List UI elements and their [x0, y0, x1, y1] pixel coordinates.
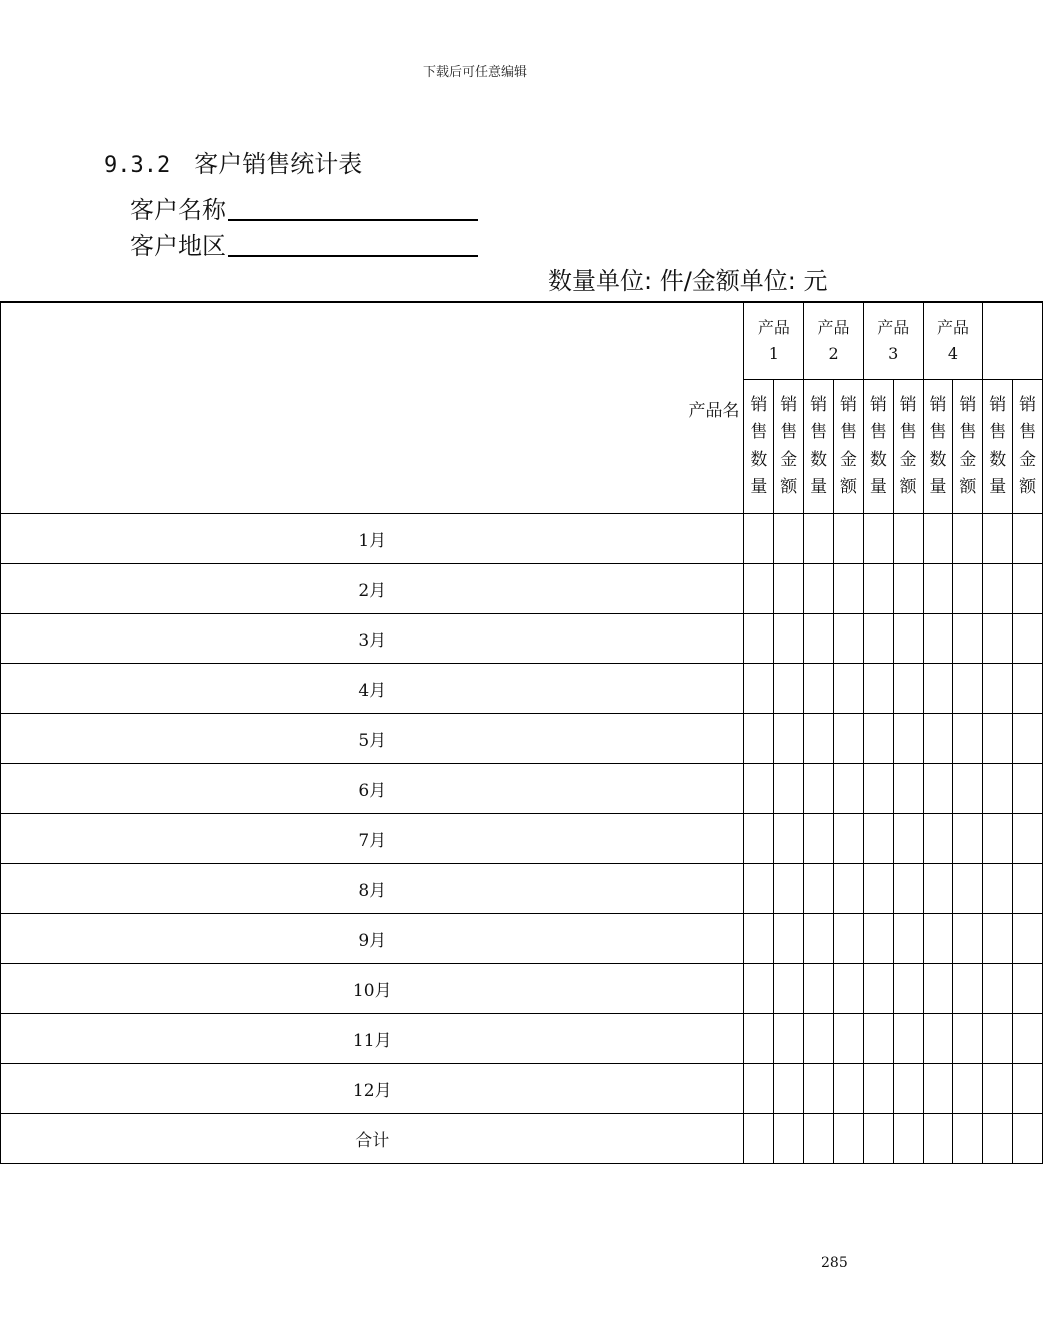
- quantity-cell[interactable]: [863, 1014, 893, 1064]
- quantity-cell[interactable]: [804, 814, 834, 864]
- page-number: 285: [821, 1255, 848, 1271]
- header-char: 量: [750, 477, 768, 498]
- row-label: [1, 964, 744, 1014]
- quantity-cell[interactable]: [744, 1014, 774, 1064]
- header-char: 销: [1019, 394, 1037, 415]
- amount-cell[interactable]: [774, 1114, 804, 1164]
- quantity-cell[interactable]: [983, 1114, 1013, 1164]
- quantity-cell[interactable]: [983, 1014, 1013, 1064]
- amount-cell[interactable]: [893, 764, 923, 814]
- quantity-cell[interactable]: [983, 814, 1013, 864]
- amount-cell[interactable]: [774, 514, 804, 564]
- product-number: 2: [828, 344, 839, 364]
- amount-cell[interactable]: [953, 864, 983, 914]
- amount-cell[interactable]: [774, 764, 804, 814]
- header-char: 销: [869, 394, 887, 415]
- table-row: [1, 714, 1043, 764]
- header-char: 售: [780, 422, 798, 443]
- row-label: [1, 714, 744, 764]
- row-label: [1, 1014, 744, 1064]
- product-header-row: [1, 302, 1043, 380]
- table-row: [1, 1114, 1043, 1164]
- row-label-text: 月: [369, 781, 387, 801]
- amount-cell[interactable]: [834, 614, 864, 664]
- table-row: [1, 864, 1043, 914]
- quantity-cell[interactable]: [744, 914, 774, 964]
- table-row: [1, 814, 1043, 864]
- amount-cell[interactable]: [893, 914, 923, 964]
- amount-cell[interactable]: [953, 1064, 983, 1114]
- product-group-header: [804, 302, 864, 380]
- row-label: [1, 814, 744, 864]
- amount-cell[interactable]: [953, 714, 983, 764]
- sales-quantity-header: [863, 380, 893, 514]
- amount-cell[interactable]: [893, 964, 923, 1014]
- header-char: 量: [989, 477, 1007, 498]
- amount-cell[interactable]: [893, 814, 923, 864]
- header-char: 售: [1019, 422, 1037, 443]
- sales-quantity-header: [923, 380, 953, 514]
- quantity-cell[interactable]: [983, 514, 1013, 564]
- month-number: 8: [358, 881, 370, 901]
- month-number: 2: [358, 581, 370, 601]
- header-char: 金: [1019, 449, 1037, 470]
- amount-cell[interactable]: [893, 664, 923, 714]
- quantity-cell[interactable]: [804, 964, 834, 1014]
- amount-cell[interactable]: [834, 914, 864, 964]
- sales-table-container: [0, 301, 1037, 1165]
- quantity-cell[interactable]: [863, 1064, 893, 1114]
- quantity-cell[interactable]: [983, 964, 1013, 1014]
- row-label-text: 月: [369, 681, 387, 701]
- customer-region-label: 客户地区: [130, 232, 226, 260]
- amount-cell[interactable]: [774, 714, 804, 764]
- sales-amount-header: [1013, 380, 1043, 514]
- amount-cell[interactable]: [953, 1114, 983, 1164]
- amount-cell[interactable]: [834, 964, 864, 1014]
- amount-cell[interactable]: [774, 814, 804, 864]
- amount-cell[interactable]: [1013, 964, 1043, 1014]
- quantity-cell[interactable]: [863, 914, 893, 964]
- quantity-cell[interactable]: [923, 764, 953, 814]
- product-group-header: [863, 302, 923, 380]
- amount-cell[interactable]: [953, 914, 983, 964]
- quantity-cell[interactable]: [923, 814, 953, 864]
- month-number: 6: [358, 781, 370, 801]
- amount-cell[interactable]: [893, 864, 923, 914]
- quantity-cell[interactable]: [744, 964, 774, 1014]
- header-char: 量: [810, 477, 828, 498]
- amount-cell[interactable]: [1013, 814, 1043, 864]
- quantity-cell[interactable]: [983, 864, 1013, 914]
- header-char: 售: [959, 422, 977, 443]
- quantity-cell[interactable]: [863, 964, 893, 1014]
- amount-cell[interactable]: [774, 914, 804, 964]
- month-number: 4: [358, 681, 370, 701]
- product-name: 产品: [757, 318, 790, 338]
- amount-cell[interactable]: [893, 1114, 923, 1164]
- quantity-cell[interactable]: [983, 614, 1013, 664]
- quantity-cell[interactable]: [744, 514, 774, 564]
- month-number: 12: [352, 1081, 375, 1101]
- quantity-cell[interactable]: [804, 664, 834, 714]
- header-char: 销: [810, 394, 828, 415]
- row-label-text: 月: [369, 831, 387, 851]
- quantity-cell[interactable]: [863, 1114, 893, 1164]
- quantity-cell[interactable]: [804, 714, 834, 764]
- header-char: 金: [839, 449, 857, 470]
- unit-note: 数量单位: 件/金额单位: 元: [548, 267, 828, 295]
- month-number: 5: [358, 731, 370, 751]
- quantity-cell[interactable]: [863, 814, 893, 864]
- amount-cell[interactable]: [834, 764, 864, 814]
- amount-cell[interactable]: [834, 714, 864, 764]
- amount-cell[interactable]: [1013, 864, 1043, 914]
- quantity-cell[interactable]: [923, 1064, 953, 1114]
- quantity-cell[interactable]: [804, 514, 834, 564]
- header-char: 数: [929, 449, 947, 470]
- product-group-header: [744, 302, 804, 380]
- amount-cell[interactable]: [893, 514, 923, 564]
- quantity-cell[interactable]: [744, 664, 774, 714]
- header-char: 额: [780, 477, 798, 498]
- quantity-cell[interactable]: [804, 564, 834, 614]
- quantity-cell[interactable]: [804, 914, 834, 964]
- quantity-cell[interactable]: [863, 614, 893, 664]
- table-row: [1, 664, 1043, 714]
- quantity-cell[interactable]: [863, 514, 893, 564]
- amount-cell[interactable]: [1013, 764, 1043, 814]
- quantity-cell[interactable]: [923, 564, 953, 614]
- quantity-cell[interactable]: [983, 764, 1013, 814]
- section-title: 客户销售统计表: [194, 150, 363, 178]
- row-label-text: 月: [369, 931, 387, 951]
- customer-name-field: [130, 190, 478, 225]
- quantity-cell[interactable]: [744, 764, 774, 814]
- amount-cell[interactable]: [774, 664, 804, 714]
- quantity-cell[interactable]: [923, 714, 953, 764]
- product-name: 产品: [936, 318, 969, 338]
- quantity-cell[interactable]: [744, 814, 774, 864]
- month-number: 3: [358, 631, 370, 651]
- header-char: 数: [810, 449, 828, 470]
- header-char: 售: [839, 422, 857, 443]
- amount-cell[interactable]: [893, 1064, 923, 1114]
- month-number: 10: [352, 981, 375, 1001]
- header-char: 售: [929, 422, 947, 443]
- product-name: 产品: [817, 318, 850, 338]
- product-name-corner-label: 产品名: [1, 302, 744, 514]
- row-label-text: 月: [374, 1031, 392, 1051]
- row-label: [1, 1114, 744, 1164]
- row-label: [1, 564, 744, 614]
- sales-amount-header: [834, 380, 864, 514]
- amount-cell[interactable]: [953, 764, 983, 814]
- header-char: 金: [959, 449, 977, 470]
- quantity-cell[interactable]: [863, 864, 893, 914]
- sales-amount-header: [893, 380, 923, 514]
- quantity-cell[interactable]: [923, 1014, 953, 1064]
- amount-cell[interactable]: [893, 614, 923, 664]
- amount-cell[interactable]: [1013, 1014, 1043, 1064]
- row-label: [1, 764, 744, 814]
- row-label: [1, 664, 744, 714]
- quantity-cell[interactable]: [863, 764, 893, 814]
- amount-cell[interactable]: [774, 614, 804, 664]
- table-row: [1, 564, 1043, 614]
- watermark-text: 下载后可任意编辑: [422, 65, 527, 80]
- amount-cell[interactable]: [834, 814, 864, 864]
- amount-cell[interactable]: [834, 1114, 864, 1164]
- quantity-cell[interactable]: [804, 1064, 834, 1114]
- amount-cell[interactable]: [953, 564, 983, 614]
- amount-cell[interactable]: [953, 1014, 983, 1064]
- quantity-cell[interactable]: [804, 1114, 834, 1164]
- table-row: [1, 964, 1043, 1014]
- amount-cell[interactable]: [774, 1014, 804, 1064]
- amount-cell[interactable]: [1013, 564, 1043, 614]
- quantity-cell[interactable]: [744, 714, 774, 764]
- table-row: [1, 1014, 1043, 1064]
- amount-cell[interactable]: [953, 514, 983, 564]
- row-label: [1, 864, 744, 914]
- header-char: 销: [959, 394, 977, 415]
- header-char: 售: [810, 422, 828, 443]
- amount-cell[interactable]: [1013, 1114, 1043, 1164]
- product-number: 3: [888, 344, 899, 364]
- sales-quantity-header: [983, 380, 1013, 514]
- amount-cell[interactable]: [774, 1064, 804, 1114]
- row-label-text: 月: [374, 1081, 392, 1101]
- amount-cell[interactable]: [953, 814, 983, 864]
- amount-cell[interactable]: [834, 514, 864, 564]
- amount-cell[interactable]: [953, 614, 983, 664]
- header-char: 数: [869, 449, 887, 470]
- quantity-cell[interactable]: [923, 914, 953, 964]
- header-char: 金: [899, 449, 917, 470]
- row-label-text: 月: [369, 631, 387, 651]
- month-number: 11: [352, 1031, 375, 1051]
- sales-amount-header: [774, 380, 804, 514]
- quantity-cell[interactable]: [923, 614, 953, 664]
- header-char: 销: [780, 394, 798, 415]
- quantity-cell[interactable]: [863, 564, 893, 614]
- header-char: 销: [929, 394, 947, 415]
- quantity-cell[interactable]: [804, 614, 834, 664]
- quantity-cell[interactable]: [923, 1114, 953, 1164]
- amount-cell[interactable]: [834, 564, 864, 614]
- amount-cell[interactable]: [1013, 614, 1043, 664]
- quantity-cell[interactable]: [923, 664, 953, 714]
- quantity-cell[interactable]: [983, 1064, 1013, 1114]
- quantity-cell[interactable]: [983, 564, 1013, 614]
- header-char: 金: [780, 449, 798, 470]
- sales-quantity-header: [744, 380, 774, 514]
- quantity-cell[interactable]: [923, 964, 953, 1014]
- quantity-cell[interactable]: [744, 564, 774, 614]
- product-group-header: [923, 302, 983, 380]
- header-char: 数: [750, 449, 768, 470]
- row-label-text: 月: [369, 531, 387, 551]
- header-char: 销: [750, 394, 768, 415]
- amount-cell[interactable]: [893, 564, 923, 614]
- table-row: [1, 614, 1043, 664]
- quantity-cell[interactable]: [804, 764, 834, 814]
- amount-cell[interactable]: [953, 964, 983, 1014]
- sales-amount-header: [953, 380, 983, 514]
- sales-statistics-table: [0, 301, 1043, 1164]
- header-char: 售: [899, 422, 917, 443]
- table-row: [1, 514, 1043, 564]
- amount-cell[interactable]: [834, 1064, 864, 1114]
- customer-name-label: 客户名称: [130, 196, 226, 224]
- quantity-cell[interactable]: [804, 864, 834, 914]
- header-char: 售: [750, 422, 768, 443]
- amount-cell[interactable]: [834, 664, 864, 714]
- header-char: 量: [929, 477, 947, 498]
- product-name: 产品: [877, 318, 910, 338]
- header-char: 额: [1019, 477, 1037, 498]
- table-row: [1, 1064, 1043, 1114]
- quantity-cell[interactable]: [744, 1064, 774, 1114]
- table-row: [1, 764, 1043, 814]
- quantity-cell[interactable]: [983, 914, 1013, 964]
- header-char: 额: [839, 477, 857, 498]
- quantity-cell[interactable]: [863, 714, 893, 764]
- month-number: 9: [358, 931, 370, 951]
- amount-cell[interactable]: [1013, 714, 1043, 764]
- table-row: [1, 914, 1043, 964]
- quantity-cell[interactable]: [923, 514, 953, 564]
- quantity-cell[interactable]: [983, 664, 1013, 714]
- quantity-cell[interactable]: [863, 664, 893, 714]
- header-char: 额: [959, 477, 977, 498]
- header-char: 售: [869, 422, 887, 443]
- month-number: 7: [358, 831, 370, 851]
- header-char: 销: [989, 394, 1007, 415]
- header-char: 量: [869, 477, 887, 498]
- header-char: 销: [899, 394, 917, 415]
- quantity-cell[interactable]: [744, 1114, 774, 1164]
- row-label-text: 月: [369, 581, 387, 601]
- amount-cell[interactable]: [774, 964, 804, 1014]
- amount-cell[interactable]: [893, 1014, 923, 1064]
- quantity-cell[interactable]: [744, 614, 774, 664]
- product-group-header: [983, 302, 1043, 380]
- amount-cell[interactable]: [774, 564, 804, 614]
- product-number: 4: [947, 344, 959, 364]
- month-number: 1: [358, 531, 370, 551]
- row-label: [1, 914, 744, 964]
- section-heading: [104, 144, 362, 179]
- amount-cell[interactable]: [1013, 514, 1043, 564]
- amount-cell[interactable]: [953, 664, 983, 714]
- amount-cell[interactable]: [1013, 664, 1043, 714]
- row-label: [1, 1064, 744, 1114]
- amount-cell[interactable]: [834, 864, 864, 914]
- amount-cell[interactable]: [1013, 914, 1043, 964]
- row-label-text: 月: [374, 981, 392, 1001]
- amount-cell[interactable]: [774, 864, 804, 914]
- customer-region-field: [130, 226, 478, 261]
- quantity-cell[interactable]: [804, 1014, 834, 1064]
- row-label: [1, 514, 744, 564]
- header-char: 销: [839, 394, 857, 415]
- sales-quantity-header: [804, 380, 834, 514]
- section-number: 9.3.2: [104, 153, 171, 178]
- row-label-text: 合计: [355, 1131, 390, 1151]
- quantity-cell[interactable]: [744, 864, 774, 914]
- quantity-cell[interactable]: [923, 864, 953, 914]
- row-label-text: 月: [369, 881, 387, 901]
- customer-name-blank: [228, 218, 478, 221]
- row-label-text: 月: [369, 731, 387, 751]
- amount-cell[interactable]: [834, 1014, 864, 1064]
- header-char: 售: [989, 422, 1007, 443]
- customer-region-blank: [228, 254, 478, 257]
- quantity-cell[interactable]: [983, 714, 1013, 764]
- header-char: 额: [899, 477, 917, 498]
- header-char: 数: [989, 449, 1007, 470]
- amount-cell[interactable]: [1013, 1064, 1043, 1114]
- row-label: [1, 614, 744, 664]
- product-number: 1: [768, 344, 779, 364]
- amount-cell[interactable]: [893, 714, 923, 764]
